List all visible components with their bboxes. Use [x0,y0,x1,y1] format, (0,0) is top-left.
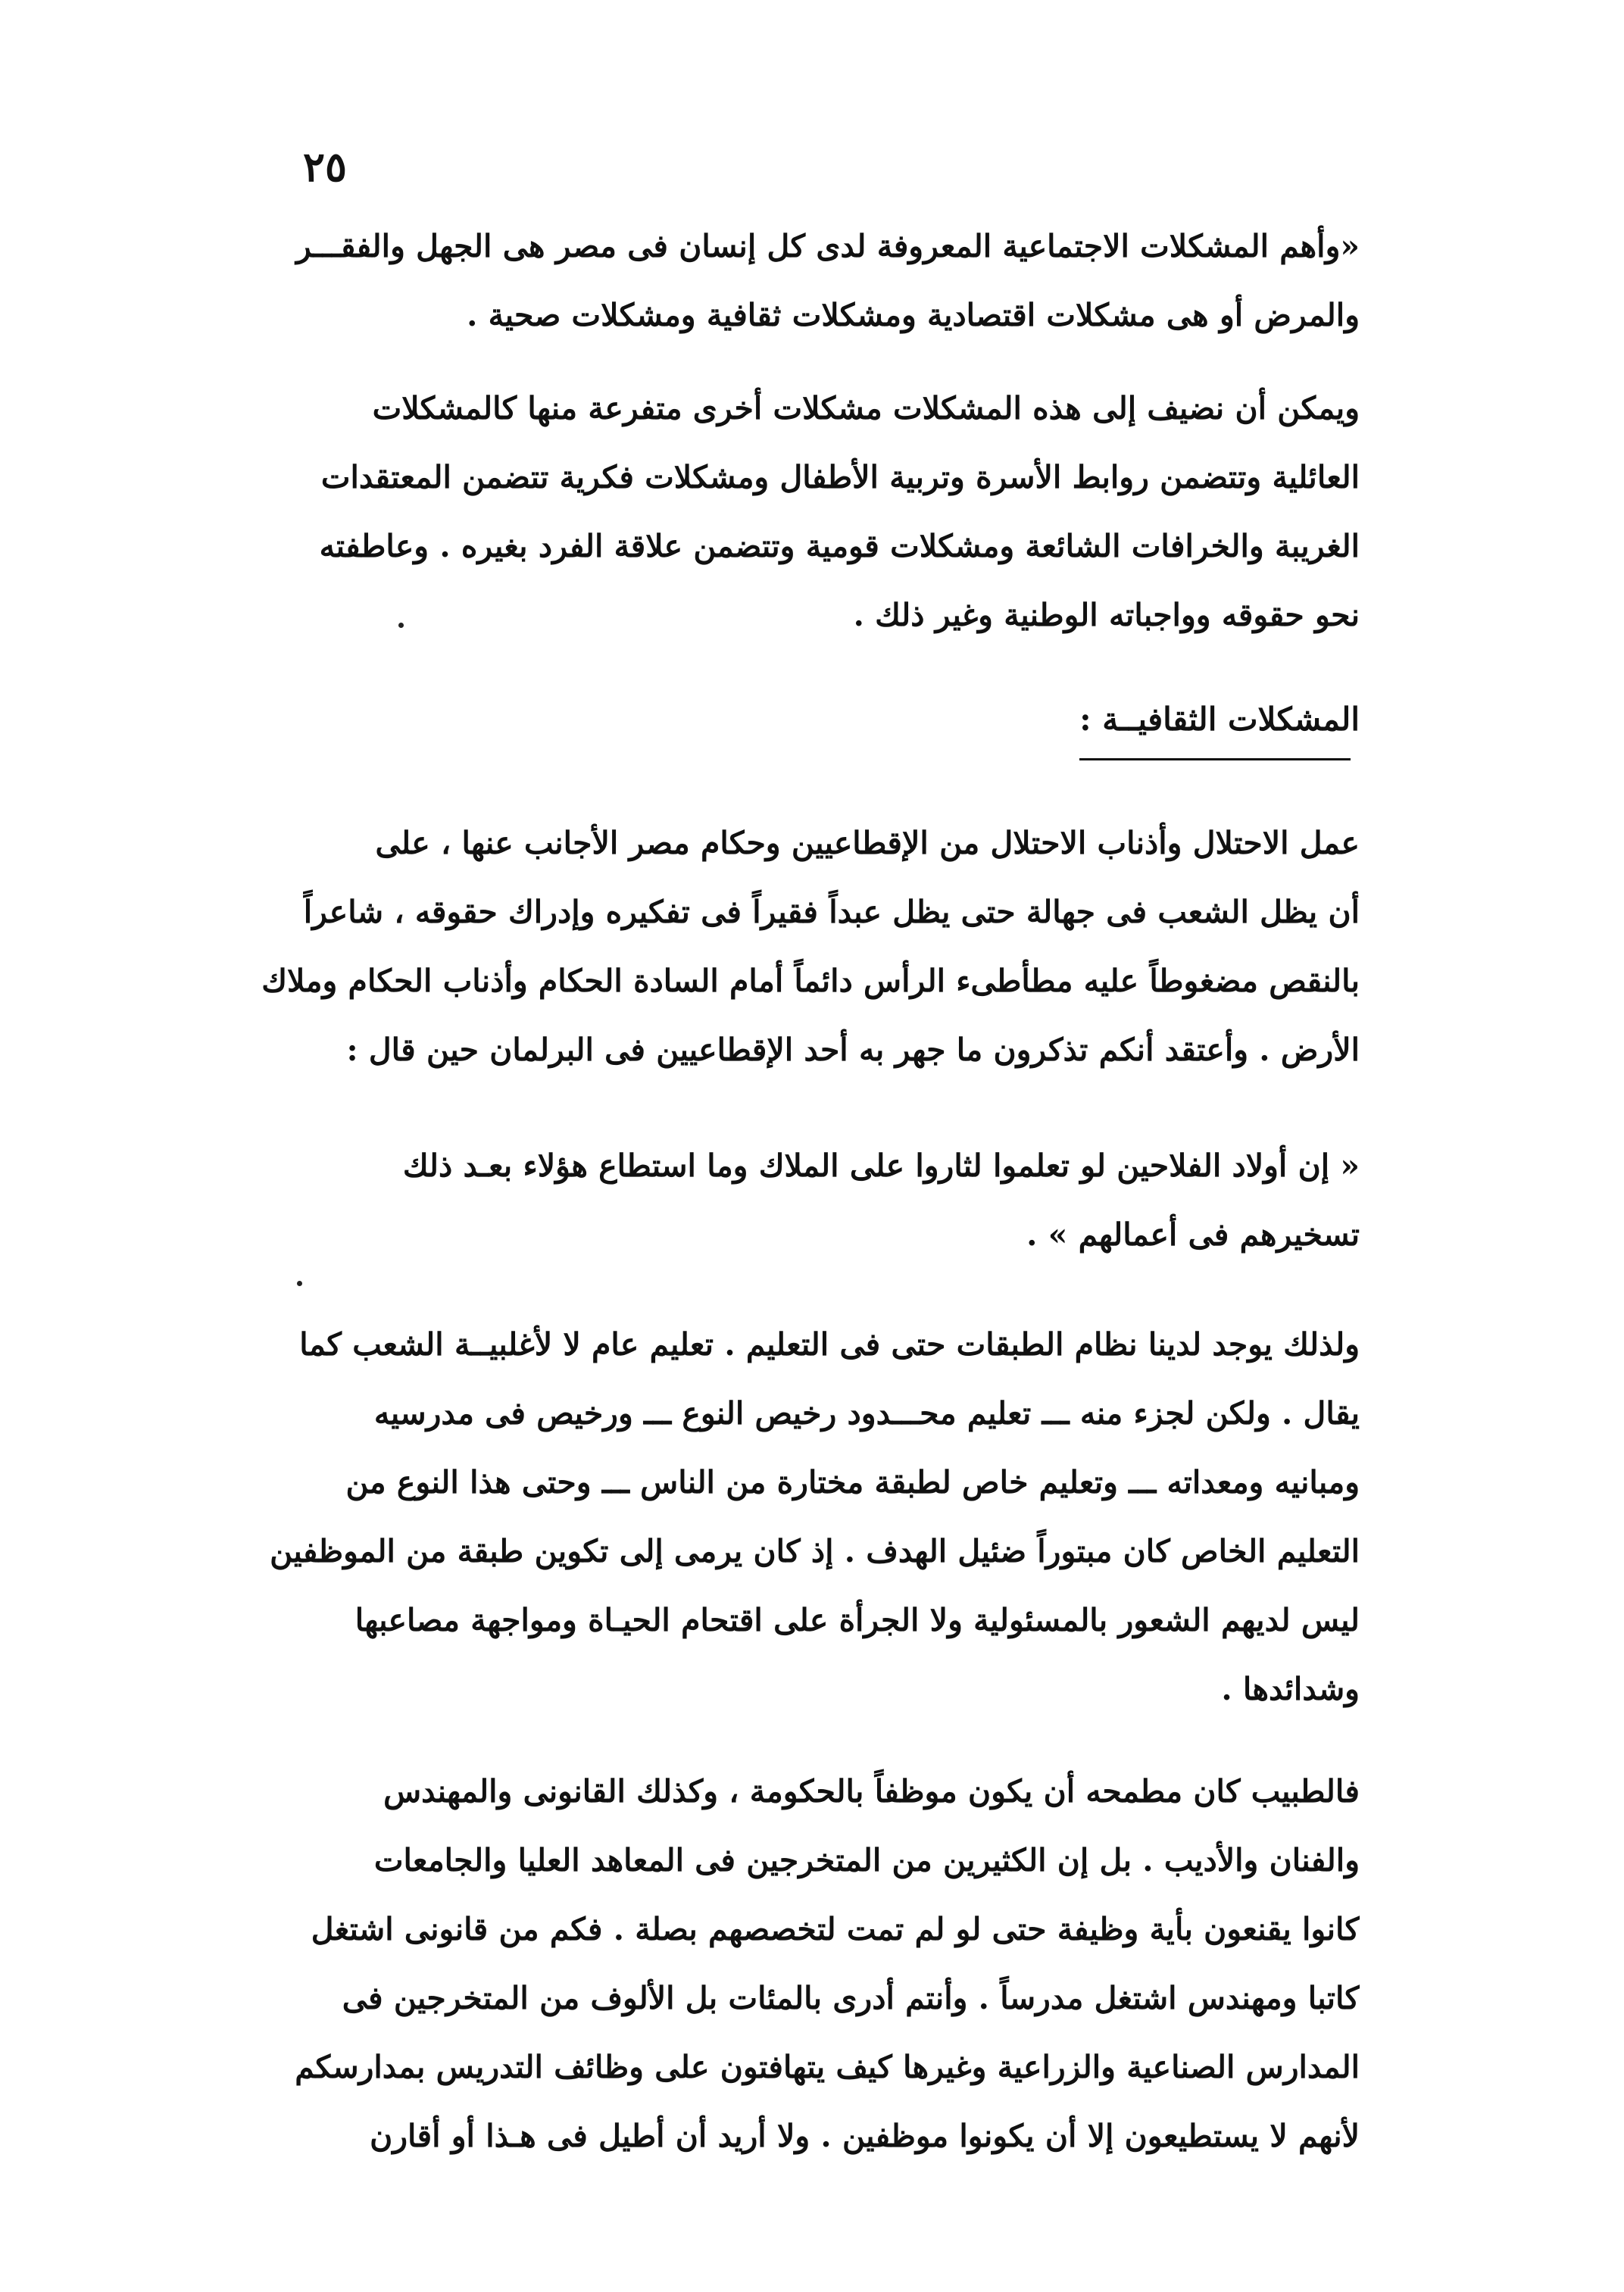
text-line: ومبانيه ومعداته ـــ وتعليم خاص لطبقة مختارة من الناس ـــ وحتى هذا النوع من [345,1464,1360,1500]
text-line: كانوا يقنعون بأية وظيفة حتى لو لم تمت لتخصصهم بصلة . فكم من قانونى اشتغل [311,1911,1360,1947]
text-line: ليس لديهم الشعور بالمسئولية ولا الجرأة على اقتحام الحيـاة ومواجهة مصاعبها [354,1602,1360,1638]
text-line: أن يظل الشعب فى جهالة حتى يظل عبداً فقيراً فى تفكيره وإدراك حقوقه ، شاعراً [303,894,1360,930]
text-line: «وأهم المشكلات الاجتماعية المعروفة لدى كل إنسان فى مصر هى الجهل والفقـــر [296,228,1360,264]
text-line: ولذلك يوجد لدينا نظام الطبقات حتى فى التعليم . تعليم عام لا لأغلبيــة الشعب كما [299,1326,1360,1363]
text-line: لأنهم لا يستطيعون إلا أن يكونوا موظفين . ولا أريد أن أطيل فى هـذا أو أقارن [370,2118,1360,2154]
text-line: يقال . ولكن لجزء منه ـــ تعليم محـــدود رخيص النوع ـــ ورخيص فى مدرسيه [373,1395,1360,1432]
print-speck [297,1281,302,1286]
section-paragraph-2 [246,1310,1360,1724]
text-line: فالطبيب كان مطمحه أن يكون موظفاً بالحكومة ، وكذلك القانونى والمهندس [383,1773,1360,1810]
text-line: والمرض أو هى مشكلات اقتصادية ومشكلات ثقافية ومشكلات صحية . [467,297,1360,333]
section-heading: المشكلات الثقافيــة : [1079,701,1360,738]
text-line: ويمكن أن نضيف إلى هذه المشكلات مشكلات أخرى متفرعة منها كالمشكلات [372,390,1360,426]
text-line: وشدائدها . [1221,1671,1360,1707]
text-line: كاتبا ومهندس اشتغل مدرساً . وأنتم أدرى بالمئات بل الألوف من المتخرجين فى [342,1980,1360,2016]
text-line: التعليم الخاص كان مبتوراً ضئيل الهدف . إذ كان يرمى إلى تكوين طبقة من الموظفين [270,1533,1360,1569]
quotation [246,1132,1360,1269]
text-line: الغريبة والخرافات الشائعة ومشكلات قومية وتتضمن علاقة الفرد بغيره . وعاطفته [319,528,1360,564]
section-paragraph-1 [246,809,1360,1085]
text-line: نحو حقوقه وواجباته الوطنية وغير ذلك . [853,597,1360,633]
text-line: الأرض . وأعتقد أنكم تذكرون ما جهر به أحد الإقطاعيين فى البرلمان حين قال : [346,1032,1360,1068]
intro-paragraph-1 [246,212,1360,350]
text-line: تسخيرهم فى أعمالهم » . [1026,1216,1360,1253]
text-line: العائلية وتتضمن روابط الأسرة وتربية الأطفال ومشكلات فكرية تتضمن المعتقدات [320,459,1360,495]
text-line: المدارس الصناعية والزراعية وغيرها كيف يتهافتون على وظائف التدريس بمدارسكم [295,2049,1360,2085]
text-line: بالنقص مضغوطاً عليه مطأطىء الرأس دائماً أمام السادة الحكام وأذناب الحكام وملاك [261,963,1360,999]
text-line: عمل الاحتلال وأذناب الاحتلال من الإقطاعيين وحكام مصر الأجانب عنها ، على [375,825,1360,861]
page-number: ٢٥ [303,142,348,191]
text-line: « إن أولاد الفلاحين لو تعلموا لثاروا على الملاك وما استطاع هؤلاء بعـد ذلك [402,1148,1360,1184]
intro-paragraph-2 [246,374,1360,650]
text-line: والفنان والأديب . بل إن الكثيرين من المتخرجين فى المعاهد العليا والجامعات [373,1842,1360,1878]
heading-underline [1079,758,1351,760]
section-paragraph-3 [246,1757,1360,2171]
print-speck [398,623,404,628]
